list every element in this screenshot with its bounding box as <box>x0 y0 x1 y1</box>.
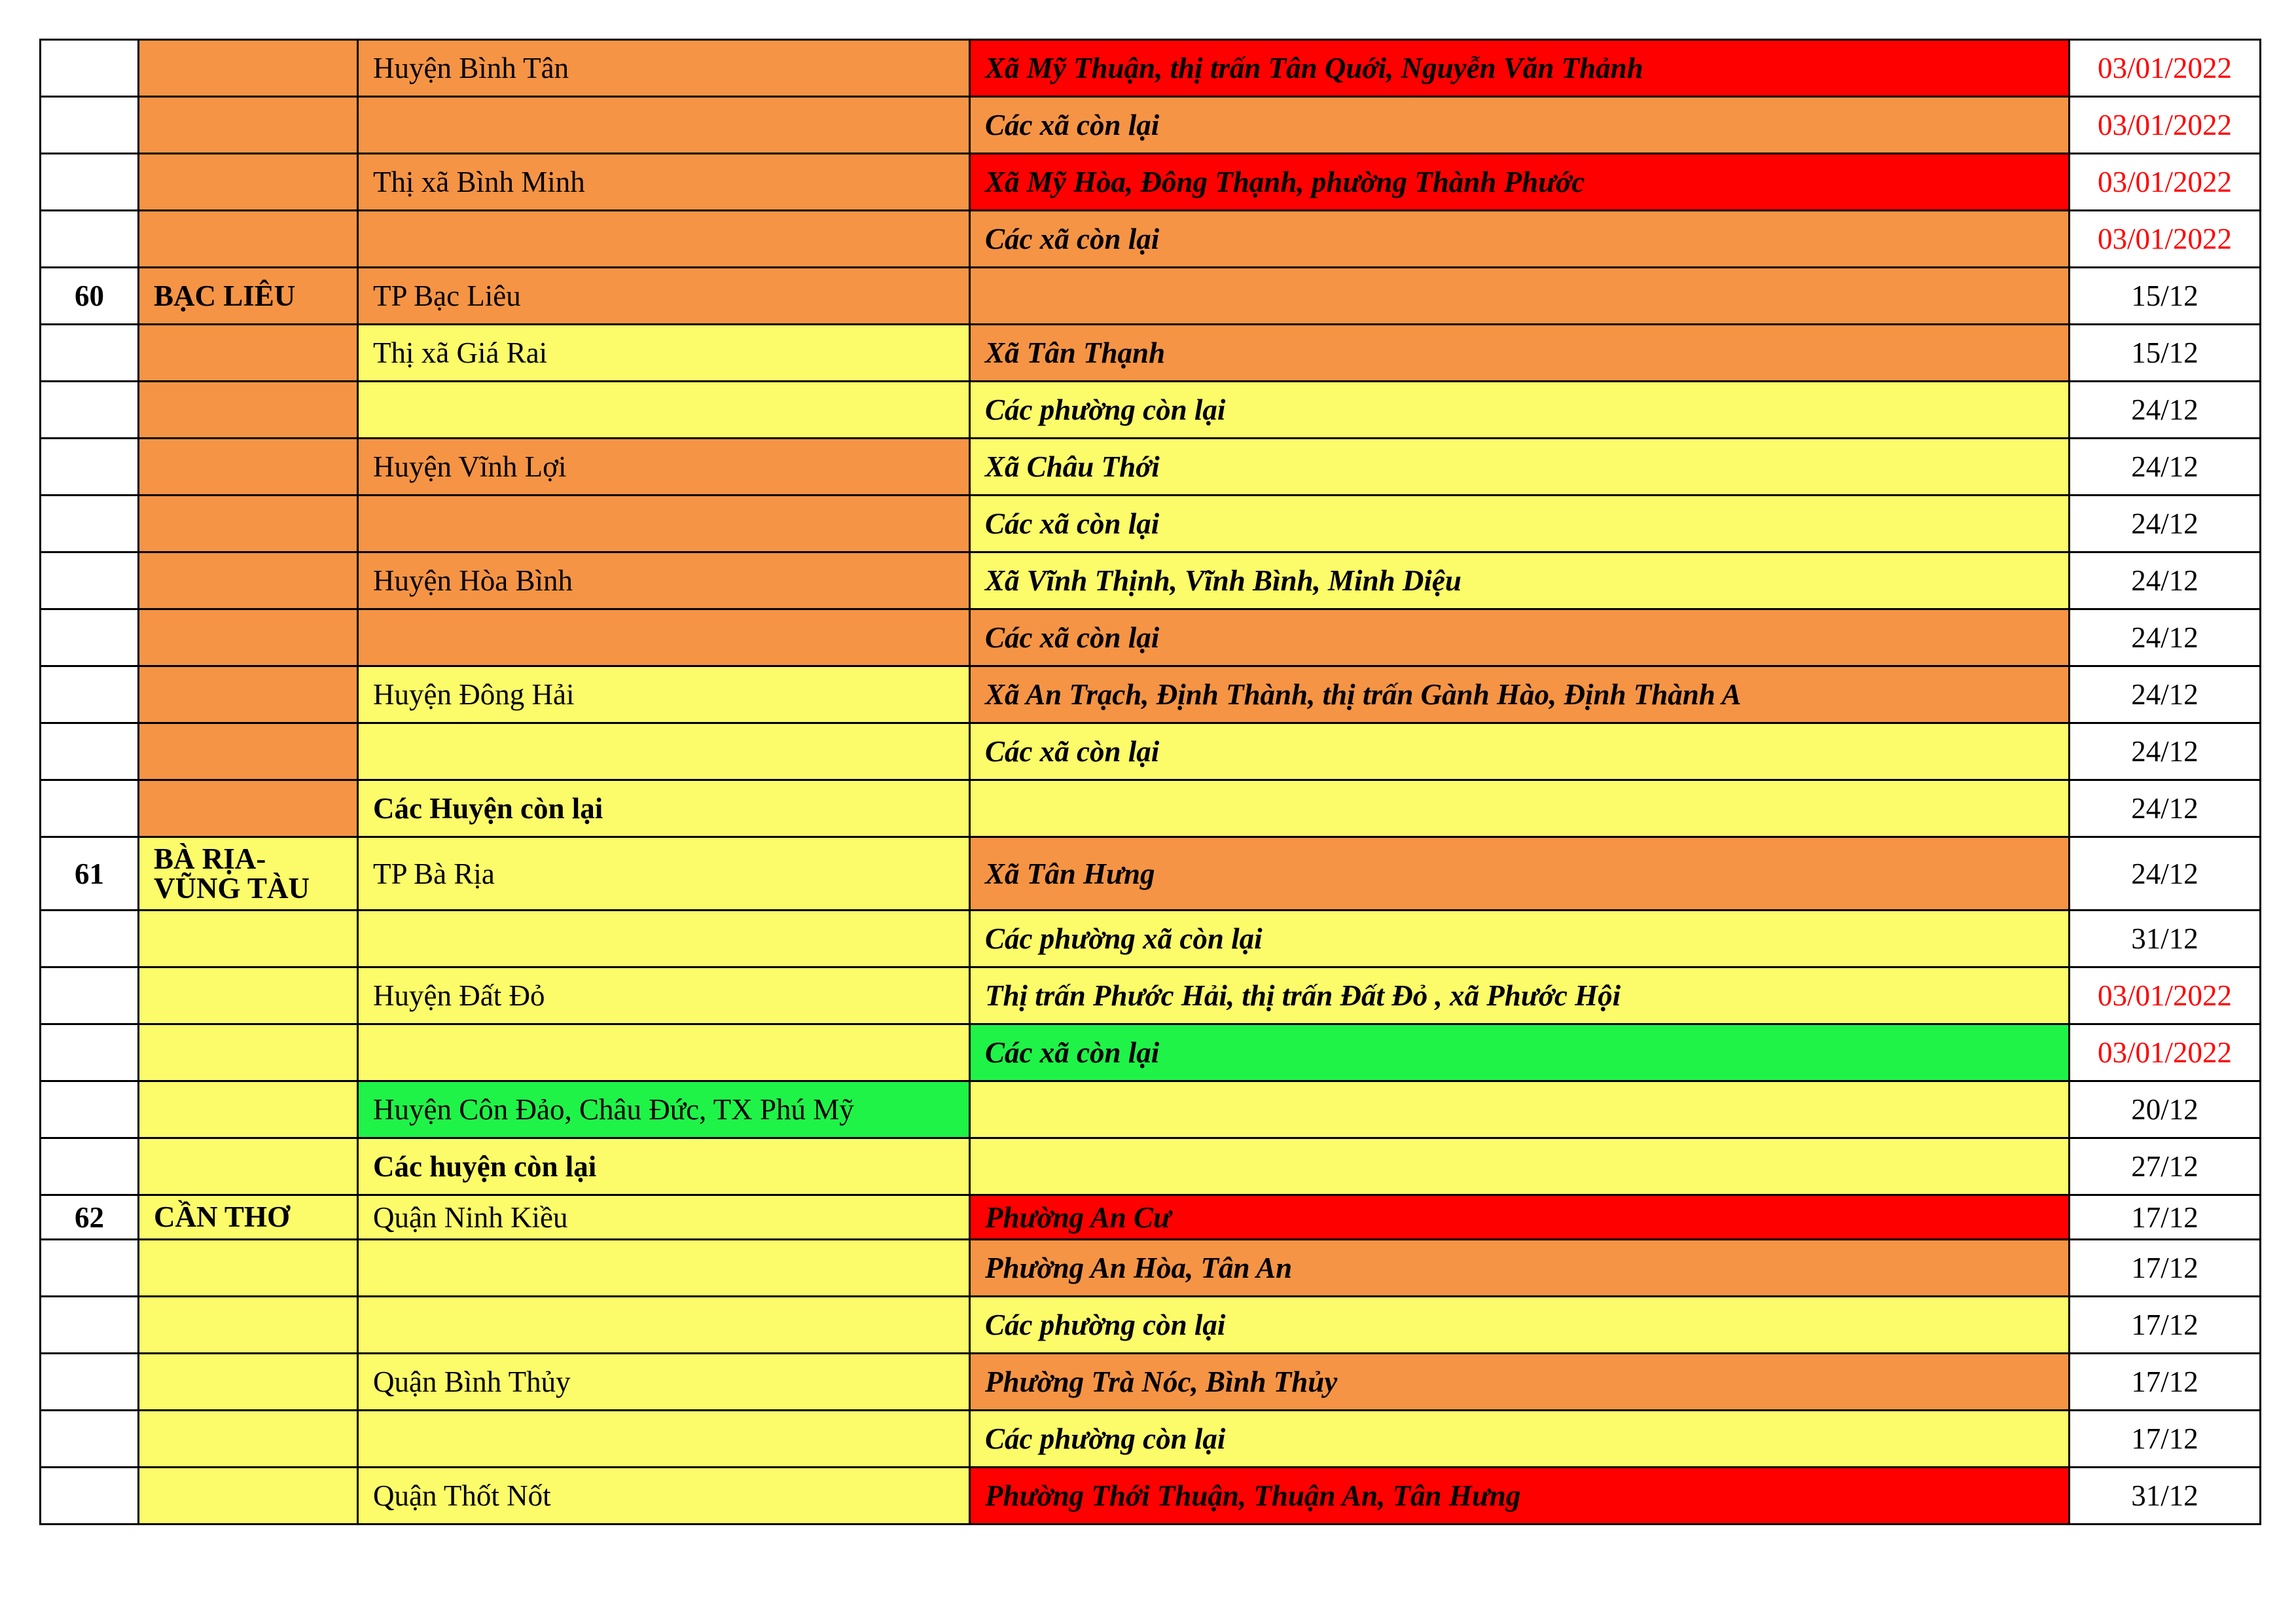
province-cell <box>139 211 358 268</box>
province-cell <box>139 97 358 154</box>
district-cell: Quận Bình Thủy <box>358 1354 970 1411</box>
row-number-cell <box>41 780 139 837</box>
province-cell <box>139 1138 358 1195</box>
date-cell: 24/12 <box>2070 666 2261 723</box>
district-cell: Huyện Bình Tân <box>358 40 970 97</box>
date-cell: 24/12 <box>2070 780 2261 837</box>
table-row <box>41 609 2261 666</box>
date-cell: 15/12 <box>2070 325 2261 382</box>
table-row <box>41 723 2261 780</box>
table-row <box>41 1240 2261 1297</box>
row-number-cell: 62 <box>41 1195 139 1240</box>
ward-cell: Các xã còn lại <box>970 723 2070 780</box>
row-number-cell <box>41 552 139 609</box>
table-row <box>41 268 2261 325</box>
date-cell: 24/12 <box>2070 837 2261 911</box>
table-row <box>41 154 2261 211</box>
province-cell <box>139 666 358 723</box>
district-cell <box>358 1240 970 1297</box>
table-row <box>41 496 2261 552</box>
table-row <box>41 911 2261 967</box>
date-cell: 17/12 <box>2070 1354 2261 1411</box>
province-cell <box>139 1468 358 1525</box>
table-row <box>41 1468 2261 1525</box>
ward-cell: Các phường còn lại <box>970 382 2070 439</box>
district-cell <box>358 1411 970 1468</box>
date-cell: 17/12 <box>2070 1411 2261 1468</box>
table-row <box>41 780 2261 837</box>
date-cell: 31/12 <box>2070 1468 2261 1525</box>
ward-cell <box>970 268 2070 325</box>
date-cell: 31/12 <box>2070 911 2261 967</box>
province-cell <box>139 780 358 837</box>
table-row <box>41 325 2261 382</box>
row-number-cell <box>41 382 139 439</box>
date-cell: 24/12 <box>2070 439 2261 496</box>
row-number-cell <box>41 666 139 723</box>
date-cell: 24/12 <box>2070 609 2261 666</box>
ward-cell: Phường Thới Thuận, Thuận An, Tân Hưng <box>970 1468 2070 1525</box>
province-cell <box>139 325 358 382</box>
district-cell <box>358 723 970 780</box>
date-cell: 03/01/2022 <box>2070 211 2261 268</box>
ward-cell: Xã Mỹ Thuận, thị trấn Tân Quới, Nguyễn Văn Thảnh <box>970 40 2070 97</box>
row-number-cell: 61 <box>41 837 139 911</box>
ward-cell: Các xã còn lại <box>970 609 2070 666</box>
district-cell: Huyện Đông Hải <box>358 666 970 723</box>
province-cell <box>139 1411 358 1468</box>
date-cell: 03/01/2022 <box>2070 154 2261 211</box>
date-cell: 17/12 <box>2070 1297 2261 1354</box>
date-cell: 03/01/2022 <box>2070 1024 2261 1081</box>
date-cell: 24/12 <box>2070 552 2261 609</box>
date-cell: 27/12 <box>2070 1138 2261 1195</box>
province-cell <box>139 1024 358 1081</box>
province-cell <box>139 609 358 666</box>
district-cell: Thị xã Bình Minh <box>358 154 970 211</box>
district-cell: Quận Thốt Nốt <box>358 1468 970 1525</box>
row-number-cell <box>41 609 139 666</box>
district-cell: TP Bà Rịa <box>358 837 970 911</box>
province-cell <box>139 496 358 552</box>
date-cell: 24/12 <box>2070 723 2261 780</box>
district-cell: TP Bạc Liêu <box>358 268 970 325</box>
ward-cell: Các phường xã còn lại <box>970 911 2070 967</box>
row-number-cell <box>41 496 139 552</box>
ward-cell: Các phường còn lại <box>970 1411 2070 1468</box>
province-cell: BÀ RỊA- VŨNG TÀU <box>139 837 358 911</box>
district-cell: Thị xã Giá Rai <box>358 325 970 382</box>
ward-cell: Các xã còn lại <box>970 496 2070 552</box>
district-cell <box>358 911 970 967</box>
table-row <box>41 382 2261 439</box>
province-cell <box>139 1297 358 1354</box>
district-cell <box>358 211 970 268</box>
ward-cell <box>970 1138 2070 1195</box>
row-number-cell <box>41 967 139 1024</box>
table-row <box>41 1354 2261 1411</box>
date-cell: 03/01/2022 <box>2070 967 2261 1024</box>
district-cell <box>358 609 970 666</box>
date-cell: 03/01/2022 <box>2070 40 2261 97</box>
table-row <box>41 211 2261 268</box>
table-row <box>41 1195 2261 1240</box>
row-number-cell <box>41 1411 139 1468</box>
row-number-cell: 60 <box>41 268 139 325</box>
province-cell <box>139 439 358 496</box>
province-cell <box>139 911 358 967</box>
district-cell <box>358 382 970 439</box>
row-number-cell <box>41 211 139 268</box>
province-cell <box>139 40 358 97</box>
row-number-cell <box>41 1138 139 1195</box>
province-cell: BẠC LIÊU <box>139 268 358 325</box>
ward-cell: Xã Châu Thới <box>970 439 2070 496</box>
district-cell: Các huyện còn lại <box>358 1138 970 1195</box>
row-number-cell <box>41 1354 139 1411</box>
district-cell: Quận Ninh Kiều <box>358 1195 970 1240</box>
row-number-cell <box>41 154 139 211</box>
row-number-cell <box>41 1240 139 1297</box>
table-row <box>41 552 2261 609</box>
ward-cell <box>970 1081 2070 1138</box>
province-cell <box>139 1081 358 1138</box>
district-cell: Huyện Vĩnh Lợi <box>358 439 970 496</box>
row-number-cell <box>41 1081 139 1138</box>
table-row <box>41 1297 2261 1354</box>
province-cell <box>139 1240 358 1297</box>
ward-cell: Thị trấn Phước Hải, thị trấn Đất Đỏ , xã Phước Hội <box>970 967 2070 1024</box>
district-cell: Huyện Hòa Bình <box>358 552 970 609</box>
ward-cell: Phường An Cư <box>970 1195 2070 1240</box>
province-cell: CẦN THƠ <box>139 1195 358 1240</box>
covid-level-table <box>39 39 2261 1525</box>
table-row <box>41 40 2261 97</box>
province-cell <box>139 552 358 609</box>
province-cell <box>139 967 358 1024</box>
ward-cell: Xã Mỹ Hòa, Đông Thạnh, phường Thành Phước <box>970 154 2070 211</box>
ward-cell: Các phường còn lại <box>970 1297 2070 1354</box>
table-row <box>41 1024 2261 1081</box>
row-number-cell <box>41 1468 139 1525</box>
province-cell <box>139 723 358 780</box>
table-row <box>41 967 2261 1024</box>
district-cell: Huyện Đất Đỏ <box>358 967 970 1024</box>
date-cell: 03/01/2022 <box>2070 97 2261 154</box>
district-cell <box>358 496 970 552</box>
table-row <box>41 1081 2261 1138</box>
date-cell: 24/12 <box>2070 382 2261 439</box>
province-cell <box>139 1354 358 1411</box>
province-cell <box>139 382 358 439</box>
ward-cell: Các xã còn lại <box>970 1024 2070 1081</box>
ward-cell: Xã An Trạch, Định Thành, thị trấn Gành Hào, Định Thành A <box>970 666 2070 723</box>
district-cell <box>358 97 970 154</box>
date-cell: 17/12 <box>2070 1195 2261 1240</box>
ward-cell: Các xã còn lại <box>970 211 2070 268</box>
row-number-cell <box>41 97 139 154</box>
ward-cell: Phường Trà Nóc, Bình Thủy <box>970 1354 2070 1411</box>
table-row <box>41 97 2261 154</box>
row-number-cell <box>41 911 139 967</box>
table-row <box>41 1411 2261 1468</box>
date-cell: 24/12 <box>2070 496 2261 552</box>
date-cell: 17/12 <box>2070 1240 2261 1297</box>
district-cell: Huyện Côn Đảo, Châu Đức, TX Phú Mỹ <box>358 1081 970 1138</box>
row-number-cell <box>41 1297 139 1354</box>
table-row <box>41 837 2261 911</box>
row-number-cell <box>41 40 139 97</box>
ward-cell: Xã Tân Thạnh <box>970 325 2070 382</box>
table-row <box>41 439 2261 496</box>
province-cell <box>139 154 358 211</box>
ward-cell: Phường An Hòa, Tân An <box>970 1240 2070 1297</box>
district-cell: Các Huyện còn lại <box>358 780 970 837</box>
row-number-cell <box>41 1024 139 1081</box>
ward-cell: Các xã còn lại <box>970 97 2070 154</box>
row-number-cell <box>41 325 139 382</box>
table-body <box>41 40 2261 1525</box>
row-number-cell <box>41 439 139 496</box>
ward-cell: Xã Vĩnh Thịnh, Vĩnh Bình, Minh Diệu <box>970 552 2070 609</box>
date-cell: 20/12 <box>2070 1081 2261 1138</box>
table-row <box>41 666 2261 723</box>
table-row <box>41 1138 2261 1195</box>
row-number-cell <box>41 723 139 780</box>
district-cell <box>358 1297 970 1354</box>
date-cell: 15/12 <box>2070 268 2261 325</box>
district-cell <box>358 1024 970 1081</box>
ward-cell <box>970 780 2070 837</box>
ward-cell: Xã Tân Hưng <box>970 837 2070 911</box>
